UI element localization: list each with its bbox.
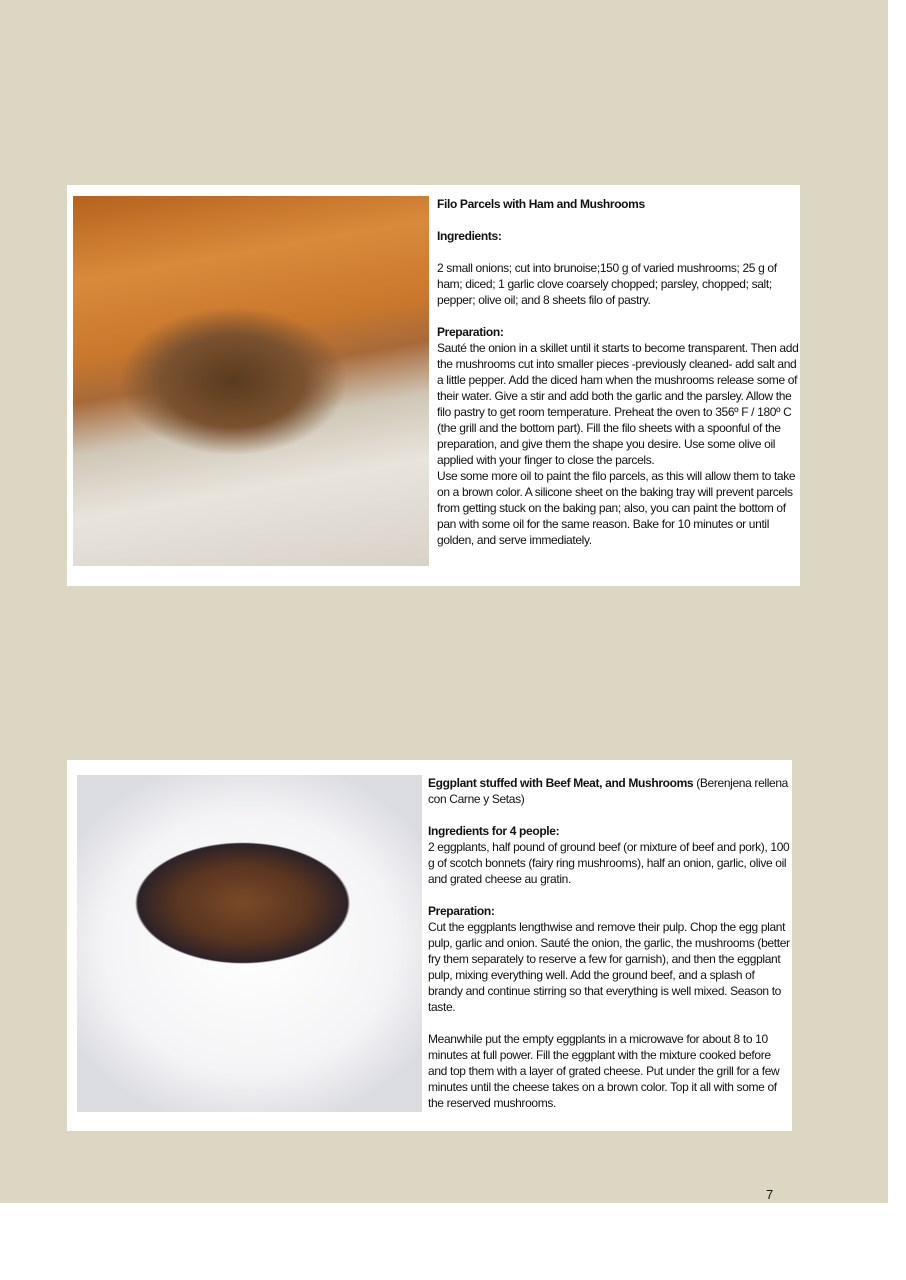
recipe-card-filo-parcels: [67, 185, 800, 586]
eggplant-recipe-text: [428, 775, 790, 1111]
ingredients-text: 2 small onions; cut into brunoise;150 g of varied mushrooms; 25 g of ham; diced; 1 garlic clove coarsely chopped; parsley, chopped; salt; pepper; olive oil; and 8 sheets filo of pastry.: [437, 261, 777, 307]
ingredients-text: 2 eggplants, half pound of ground beef (or mixture of beef and pork), 100 g of scotch bonnets (fairy ring mushrooms), half an onion, garlic, olive oil and grated cheese au gratin.: [428, 840, 790, 886]
preparation-text: Use some more oil to paint the filo parcels, as this will allow them to take on a brown color. A silicone sheet on the baking tray will prevent parcels from getting stuck on the baking pan; also, you can paint the bottom of pan with some oil for the same reason. Bake for 10 minutes or until golden, and serve immediately.: [437, 469, 796, 547]
preparation-text: Cut the eggplants lengthwise and remove their pulp. Chop the egg plant pulp, garlic and onion. Sauté the onion, the garlic, the mushrooms (better fry them separately to reserve a few for garnish), and then the eggplant pulp, mixing everything well. Add the ground beef, and a splash of brandy and continue stirring so that everything is well mixed. Season to taste.: [428, 920, 790, 1014]
recipe-title: Eggplant stuffed with Beef Meat, and Mushrooms (Berenjena rellena con Carne y Setas): [428, 776, 788, 806]
ingredients-heading: Ingredients:: [437, 229, 502, 243]
stuffed-eggplant-photo: [77, 775, 422, 1112]
recipe-subtitle: (Berenjena rellena con Carne y Setas): [428, 776, 788, 806]
page-number: 7: [766, 1187, 774, 1202]
preparation-text: Sauté the onion in a skillet until it starts to become transparent. Then add the mushrooms cut into smaller pieces -previously cleaned- add salt and a little pepper. Add the diced ham when the mushrooms release some of their water. Give a stir and add both the garlic and the parsley. Allow the filo pastry to get room temperature. Preheat the oven to 356º F / 180º C (the grill and the bottom part). Fill the filo sheets with a spoonful of the preparation, and give them the shape you desire. Use some olive oil applied with your finger to close the parcels.: [437, 341, 799, 467]
preparation-heading: Preparation:: [428, 904, 495, 918]
preparation-heading: Preparation:: [437, 325, 504, 339]
filo-recipe-text: [437, 196, 803, 548]
filo-parcels-photo: [73, 196, 429, 566]
recipe-title: Filo Parcels with Ham and Mushrooms: [437, 197, 645, 211]
recipe-card-eggplant: [67, 760, 792, 1131]
ingredients-heading: Ingredients for 4 people:: [428, 824, 560, 838]
preparation-text: Meanwhile put the empty eggplants in a microwave for about 8 to 10 minutes at full power. Fill the eggplant with the mixture cooked before and top them with a layer of grated cheese. Put under the grill for a few minutes until the cheese takes on a brown color. Top it all with some of the reserved mushrooms.: [428, 1032, 780, 1110]
